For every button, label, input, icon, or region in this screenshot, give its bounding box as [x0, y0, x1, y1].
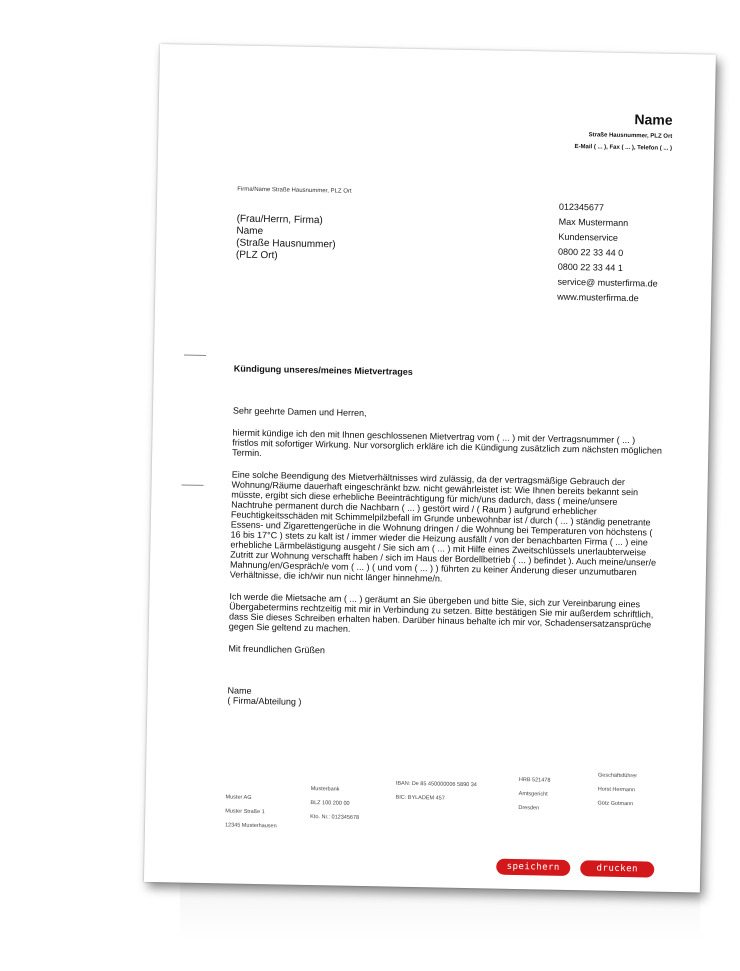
contact-block [557, 200, 659, 307]
recipient-line: (Straße Hausnummer) [236, 237, 336, 251]
footer-company [225, 790, 277, 833]
footer-text: Horst Hermann [597, 786, 636, 794]
recipient-line: (Frau/Herrn, Firma) [236, 213, 323, 227]
footer-text: Götz Gotmann [597, 800, 634, 808]
return-address: Firma/Name Straße Hausnummer, PLZ Ort [237, 186, 352, 195]
footer-text: BLZ 100 200 00 [310, 800, 350, 807]
sender-address: Straße Hausnummer, PLZ Ort [588, 132, 673, 140]
contact-website: www.musterfirma.de [557, 291, 639, 304]
footer-text: Kto. Nr.: 012345678 [310, 814, 360, 821]
contact-email: service@ musterfirma.de [557, 276, 658, 289]
footer-text: Dresden [518, 805, 540, 812]
fold-mark [182, 484, 204, 485]
footer-text: Amtsgericht [518, 791, 548, 798]
subject-line: Kündigung unseres/meines Mietvertrages [233, 363, 413, 377]
signature-name: Name [227, 685, 252, 696]
footer-text: 12345 Musterhausen [224, 822, 277, 830]
footer-register [518, 773, 550, 816]
footer-bank [310, 782, 360, 825]
closing: Mit freundlichen Grüßen [228, 643, 326, 656]
letter-body [227, 405, 663, 713]
print-button[interactable]: drucken [580, 860, 654, 877]
contact-fax: 0800 22 33 44 1 [557, 261, 623, 273]
sender-name: Name [634, 111, 673, 128]
footer-text: Musterbank [310, 786, 340, 793]
reference-number: 012345677 [558, 201, 605, 213]
fold-mark [184, 355, 206, 356]
body-paragraph: hiermit kündige ich den mit Ihnen geschlossenen Mietvertrag vom ( ... ) mit der Vertragsnummer ( ... ) fristlos mit sofortiger Wirkung. Nur vorsorglich erkläre ich die Kündigung zusätzlich zum nächsten möglichen Termin. [232, 427, 663, 459]
footer-text: Geschäftsführer [597, 772, 638, 780]
footer-text: Muster AG [225, 794, 252, 801]
footer-text: HRB 521478 [518, 777, 551, 784]
footer-management [597, 769, 637, 812]
signature-department: ( Firma/Abteilung ) [227, 695, 302, 707]
save-button[interactable]: speichern [496, 859, 570, 876]
body-paragraph: Ich werde die Mietsache am ( ... ) geräumt an Sie übergeben und bitte Sie, sich zur Vereinbarung eines Übergabetermins rechtzeitig mit mir in Verbindung zu setzen. Bitte bestätigen Sie mir außerdem schriftlich, dass Sie dieses Schreiben erhalten haben. Darüber hinaus behalte ich mir vor, Schadensersatzansprüche gegen Sie geltend zu machen. [228, 591, 654, 634]
recipient-line: Name [236, 225, 264, 238]
sender-contact: E-Mail ( ... ), Fax ( ... ), Telefon ( ... ) [574, 143, 673, 152]
footer-text: Muster Straße 1 [225, 808, 265, 816]
contact-phone: 0800 22 33 44 0 [557, 246, 624, 258]
contact-department: Kundenservice [558, 231, 619, 243]
footer-text: BIC: BYLADEM 457 [395, 794, 445, 802]
greeting: Sehr geehrte Damen und Herren, [232, 405, 367, 419]
footer-text: IBAN: De 85 450000006 5890 34 [395, 780, 477, 789]
letter-page [144, 44, 716, 893]
footer-iban [395, 777, 477, 807]
contact-person: Max Mustermann [558, 216, 629, 229]
recipient-line: (PLZ Ort) [235, 249, 278, 262]
recipient-block [236, 214, 336, 264]
body-paragraph: Eine solche Beendigung des Mietverhältnisses wird zulässig, da der vertragsmäßige Gebrauch der Wohnung/Räume dauerhaft eingeschränkt bzw. nicht gewährleistet ist: Wie Ihnen bereits bekannt sein müsste, ergibt sich diese erhebliche Beeinträchtigung für mich/uns dadurch, dass ( meine/unsere Nachtruhe permanent durch die Nachbarn ( ... ) gestört wird / ( Raum ) aufgrund erheblicher Feuchtigkeitsschäden mit Schimmelpilzbefall im Grunde unbewohnbar ist / durch ( ... ) ständig penetrante Essens- und Zigarettengerüche in die Wohnung dringen / die Wohnung bei Temperaturen von höchstens ( 16 bis 17°C ) stets zu kalt ist / immer wieder die Heizung ausfällt / von der benachbarten Firma ( ... ) eine erhebliche Lärmbelästigung ausgeht / Sie sich am ( ... ) mit Hilfe eines Zweitschlüssels unerlaubterweise Zutritt zur Wohnung verschafft haben / sich im Haus der Bordellbetrieb ( ... ) befindet ). Auch meine/unser/e Mahnung/en/Gespräch/e vom ( ... ) ( und vom ( ... ) ) führten zu keiner Änderung dieser unzumutbaren Verhältnisse, die ich/wir nun nicht länger hinnehme/n. [229, 469, 657, 584]
